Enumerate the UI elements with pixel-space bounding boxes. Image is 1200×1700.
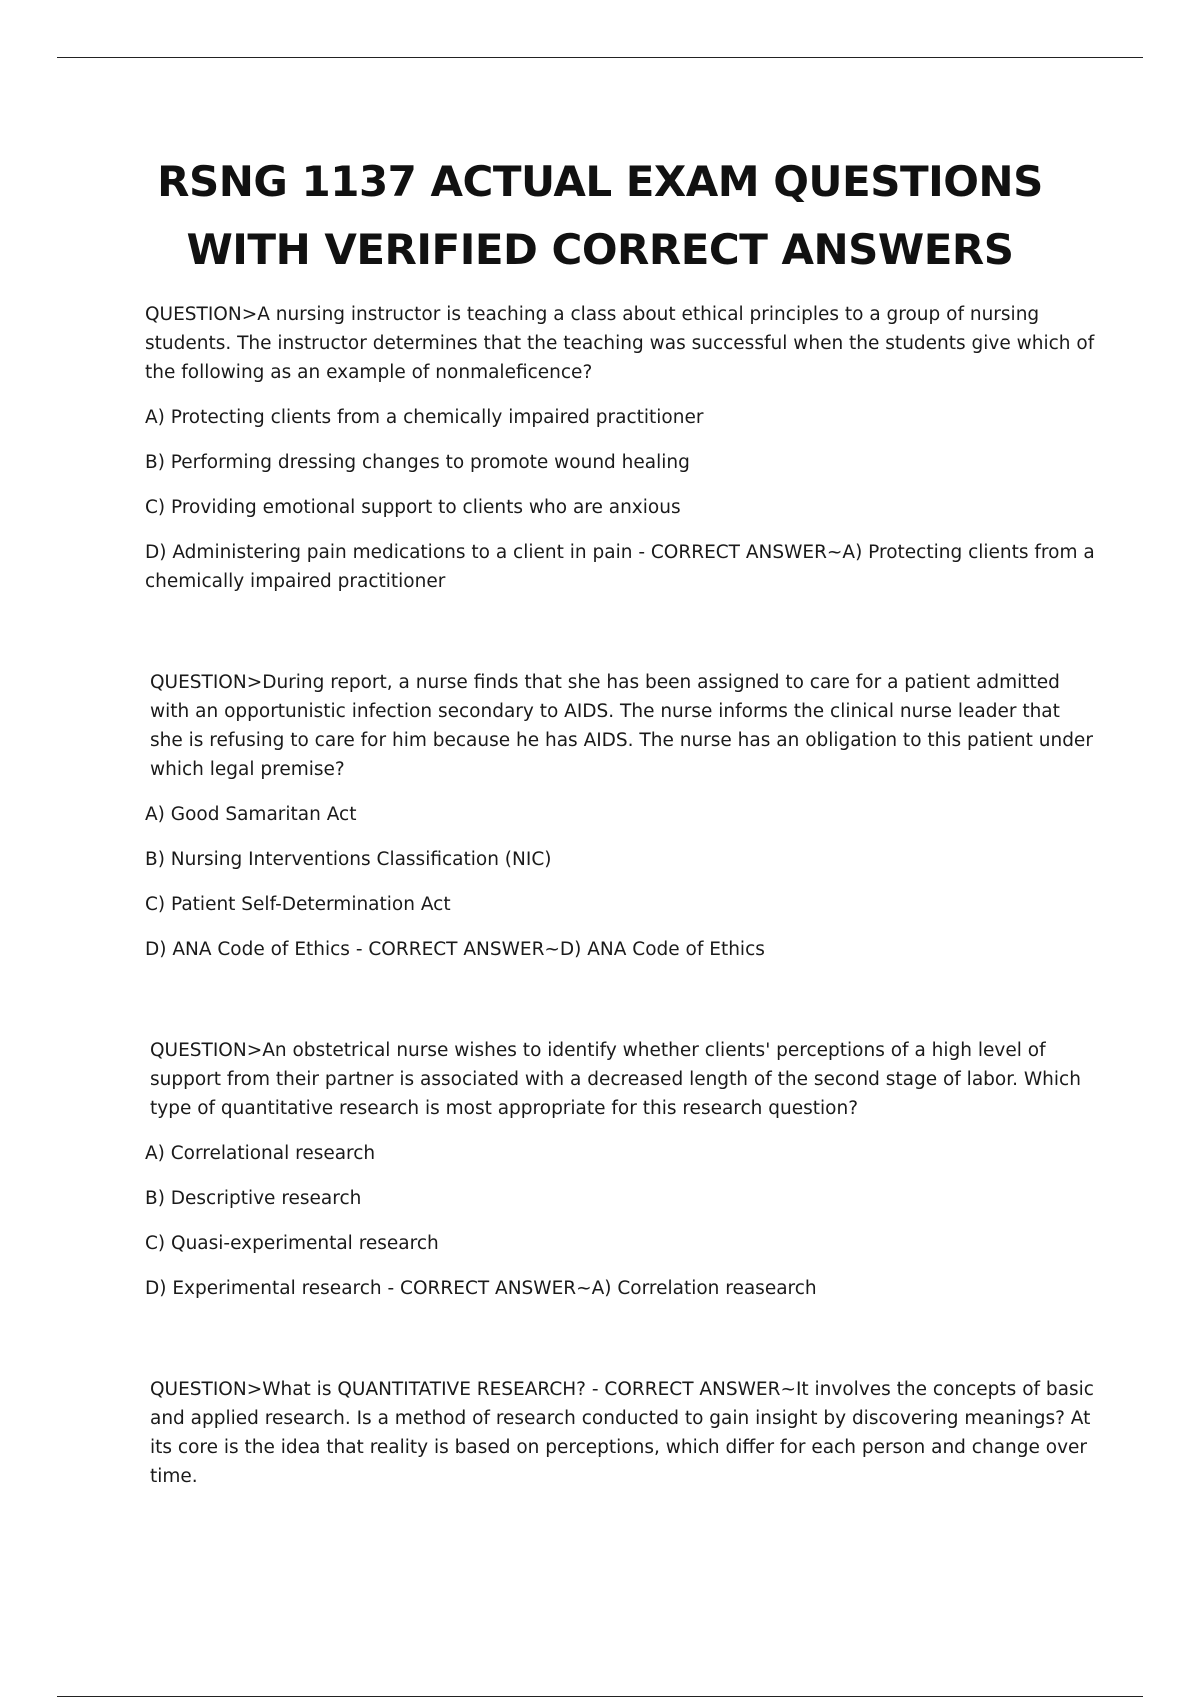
option-a: A) Good Samaritan Act — [145, 804, 357, 825]
option-a: A) Correlational research — [145, 1143, 376, 1164]
option-d-with-answer: D) ANA Code of Ethics - CORRECT ANSWER~D) ANA Code of Ethics — [145, 939, 765, 960]
question-text-with-answer: QUESTION>What is QUANTITATIVE RESEARCH? - CORRECT ANSWER~It involves the concepts of basic and applied research. Is a method of research conducted to gain insight by discovering meanings? At its core is the idea that reality is based on perceptions, which differ for each person and change over time. — [150, 1379, 1094, 1487]
question-2 — [145, 668, 1095, 964]
question-text: QUESTION>A nursing instructor is teaching a class about ethical principles to a group of nursing students. The instructor determines that the teaching was successful when the students give which of the following as an example of nonmaleficence? — [145, 304, 1095, 383]
option-d-with-answer: D) Administering pain medications to a client in pain - CORRECT ANSWER~A) Protecting clients from a chemically impaired practitioner — [145, 542, 1095, 592]
option-c: C) Patient Self-Determination Act — [145, 894, 451, 915]
option-b: B) Nursing Interventions Classification (NIC) — [145, 849, 552, 870]
question-4 — [145, 1375, 1095, 1491]
title-line-2: WITH VERIFIED CORRECT ANSWERS — [186, 225, 1014, 274]
document-title — [0, 148, 1200, 284]
question-1 — [145, 300, 1095, 596]
option-b: B) Descriptive research — [145, 1188, 362, 1209]
bottom-divider — [57, 1696, 1143, 1697]
title-line-1: RSNG 1137 ACTUAL EXAM QUESTIONS — [157, 157, 1043, 206]
block-spacer — [145, 596, 1095, 668]
top-divider — [57, 57, 1143, 58]
block-spacer — [145, 964, 1095, 1036]
option-c: C) Quasi-experimental research — [145, 1233, 439, 1254]
question-text: QUESTION>An obstetrical nurse wishes to identify whether clients' perceptions of a high level of support from their partner is associated with a decreased length of the second stage of labor. Which type of quantitative research is most appropriate for this research question? — [150, 1040, 1081, 1119]
question-3 — [145, 1036, 1095, 1303]
question-list — [145, 300, 1095, 1507]
option-b: B) Performing dressing changes to promote wound healing — [145, 452, 690, 473]
block-spacer — [145, 1303, 1095, 1375]
option-a: A) Protecting clients from a chemically impaired practitioner — [145, 407, 704, 428]
option-d-with-answer: D) Experimental research - CORRECT ANSWER~A) Correlation reasearch — [145, 1278, 817, 1299]
question-text: QUESTION>During report, a nurse finds that she has been assigned to care for a patient admitted with an opportunistic infection secondary to AIDS. The nurse informs the clinical nurse leader that she is refusing to care for him because he has AIDS. The nurse has an obligation to this patient under which legal premise? — [150, 672, 1093, 780]
option-c: C) Providing emotional support to clients who are anxious — [145, 497, 681, 518]
